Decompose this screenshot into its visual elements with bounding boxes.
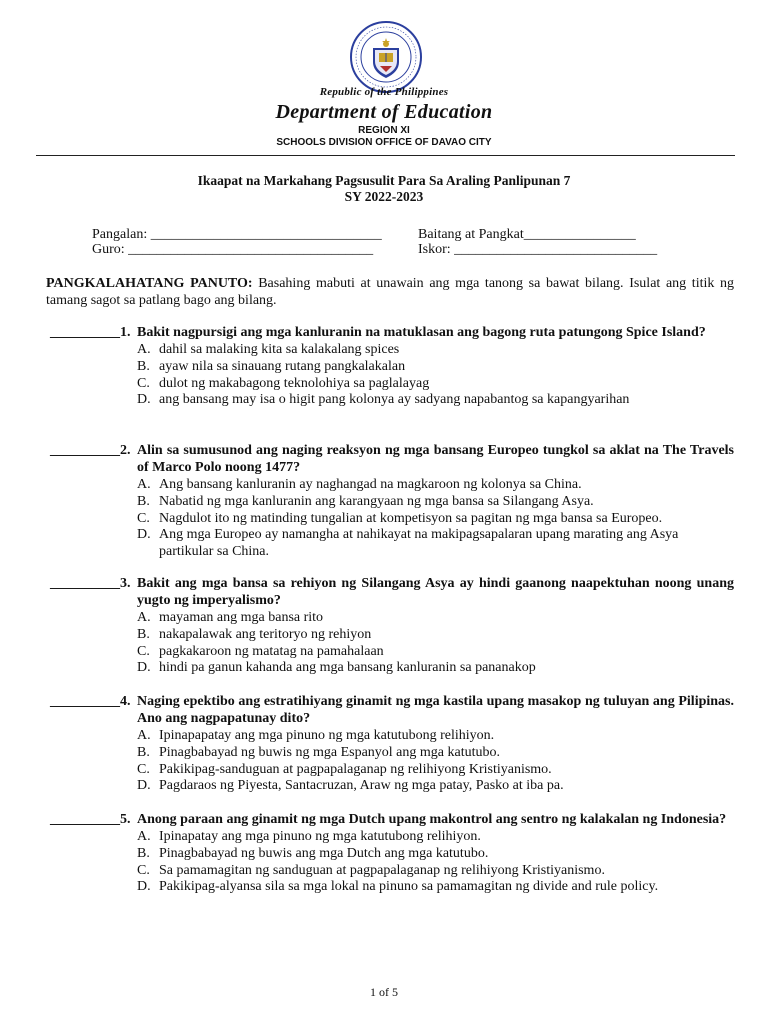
option-b [50, 359, 734, 376]
option-text: mayaman ang mga bansa rito [159, 610, 324, 625]
answer-blank-1[interactable]: __________1. [50, 325, 131, 340]
option-text: Pagdaraos ng Piyesta, Santacruzan, Araw ng mga patay, Pasko at iba pa. [159, 778, 564, 794]
answer-blank-4[interactable]: __________4. [50, 694, 131, 709]
exam-title: Ikaapat na Markahang Pagsusulit Para Sa Araling Panlipunan 7 [197, 173, 571, 188]
answer-blank-5[interactable]: __________5. [50, 812, 131, 827]
option-letter: D. [137, 527, 151, 543]
option-text: Ipinapatay ang mga pinuno ng mga katutubong relihiyon. [159, 829, 481, 844]
option-letter: C. [137, 510, 150, 526]
option-letter: B. [137, 845, 150, 861]
option-text: Pinagbabayad ng buwis ang mga Dutch ang mga katutubo. [159, 845, 489, 861]
option-text: dahil sa malaking kita sa kalakalang spices [159, 342, 400, 357]
option-c [50, 511, 734, 528]
option-b [50, 494, 734, 511]
answer-blank-2[interactable]: __________2. [50, 443, 131, 458]
school-year: SY 2022-2023 [344, 189, 424, 204]
option-letter: A. [137, 610, 151, 625]
instructions-text: Basahing mabuti at unawain ang mga tanong sa bawat bilang. Isulat ang titik ng tamang sagot sa patlang bago ang bilang. [46, 276, 735, 308]
option-text: Pinagbabayad ng buwis ng mga Espanyol ang mga katutubo. [159, 744, 500, 760]
answer-blank-3[interactable]: __________3. [50, 576, 131, 591]
option-text: Pakikipag-alyansa sila sa mga lokal na pinuno sa pamamagitan ng divide and rule policy. [159, 879, 659, 895]
department-heading: Department of Education [275, 101, 493, 123]
option-a [50, 728, 734, 745]
option-letter: B. [137, 493, 150, 509]
option-a [50, 829, 734, 846]
option-c [50, 644, 734, 661]
option-b [50, 745, 734, 762]
question-text: Bakit nagpursigi ang mga kanluranin na matuklasan ang bagong ruta patungong Spice Island? [137, 325, 706, 340]
republic-heading: Republic of the Philippines [319, 86, 449, 98]
instructions-label: PANGKALAHATANG PANUTO: [46, 276, 253, 291]
question-1 [50, 324, 734, 409]
region-heading: REGION XI [358, 125, 410, 136]
question-5 [50, 811, 734, 896]
option-text: nakapalawak ang teritoryo ng rehiyon [159, 626, 372, 642]
option-text: Nagdulot ito ng matinding tungalian at kompetisyon sa pagitan ng mga bansa sa Europeo. [159, 510, 663, 526]
question-3 [50, 575, 734, 677]
general-instructions [46, 275, 734, 309]
page-number: 1 of 5 [370, 985, 398, 999]
option-a [50, 610, 734, 627]
option-b [50, 846, 734, 863]
option-text: ang bansang may isa o higit pang kolonya ay sadyang napabantog sa kapangyarihan [159, 392, 630, 408]
name-field[interactable]: Pangalan: _________________________________ [92, 227, 382, 242]
header-divider [36, 155, 735, 156]
option-d [50, 527, 734, 561]
option-text: hindi pa ganun kahanda ang mga bansang kanluranin sa pananakop [159, 660, 536, 676]
option-d [50, 660, 734, 677]
option-text: pagkakaroon ng matatag na pamahalaan [159, 643, 384, 659]
option-a [50, 342, 734, 359]
option-text: Nabatid ng mga kanluranin ang karangyaan ng mga bansa sa Silangang Asya. [159, 493, 594, 509]
option-d [50, 778, 734, 795]
option-letter: A. [137, 477, 151, 492]
option-letter: C. [137, 375, 150, 391]
score-field[interactable]: Iskor: _____________________________ [418, 242, 658, 257]
option-letter: C. [137, 862, 150, 878]
option-letter: D. [137, 778, 151, 794]
option-letter: D. [137, 660, 151, 676]
question-text: Naging epektibo ang estratihiyang ginamit ng mga kastila upang masakop ng tuluyan ang Pilipinas. Ano ang nagpapatunay dito? [137, 694, 734, 726]
option-text: Pakikipag-sanduguan at pagpapalaganap ng relihiyong Kristiyanismo. [159, 761, 552, 777]
option-text: Sa pamamagitan ng sanduguan at pagpapalaganap ng relihiyong Kristiyanismo. [159, 862, 605, 878]
grade-section-field[interactable]: Baitang at Pangkat________________ [418, 227, 636, 242]
option-letter: B. [137, 744, 150, 760]
question-4 [50, 693, 734, 795]
option-letter: A. [137, 829, 151, 844]
option-text: dulot ng makabagong teknolohiya sa paglalayag [159, 375, 430, 391]
option-a [50, 477, 734, 494]
option-letter: D. [137, 879, 151, 895]
option-letter: D. [137, 392, 151, 408]
option-letter: C. [137, 643, 150, 659]
option-text: ayaw nila sa sinauang rutang pangkalakalan [159, 358, 406, 374]
option-d [50, 392, 734, 409]
deped-seal-logo [349, 20, 423, 94]
option-letter: A. [137, 728, 151, 743]
question-text: Bakit ang mga bansa sa rehiyon ng Silangang Asya ay hindi gaanong naapektuhan noong unang yugto ng imperyalismo? [137, 576, 734, 608]
option-letter: C. [137, 761, 150, 777]
option-text: Ang mga Europeo ay namangha at nahikayat na makipagsapalaran upang marating ang Asya partikular sa China. [159, 527, 679, 560]
option-d [50, 879, 734, 896]
option-letter: A. [137, 342, 151, 357]
question-2 [50, 442, 734, 561]
option-text: Ipinapapatay ang mga pinuno ng mga katutubong relihiyon. [159, 728, 495, 743]
option-b [50, 627, 734, 644]
option-text: Ang bansang kanluranin ay naghangad na magkaroon ng kolonya sa China. [159, 477, 582, 492]
division-heading: SCHOOLS DIVISION OFFICE OF DAVAO CITY [276, 137, 492, 148]
option-c [50, 376, 734, 393]
option-c [50, 762, 734, 779]
teacher-field[interactable]: Guro: ___________________________________ [92, 242, 374, 257]
option-c [50, 863, 734, 880]
question-text: Anong paraan ang ginamit ng mga Dutch upang makontrol ang sentro ng kalakalan ng Indonesia? [137, 812, 727, 827]
option-letter: B. [137, 358, 150, 374]
option-letter: B. [137, 626, 150, 642]
question-text: Alin sa sumusunod ang naging reaksyon ng mga bansang Europeo tungkol sa aklat na The Travels of Marco Polo noong 1477? [137, 443, 734, 475]
